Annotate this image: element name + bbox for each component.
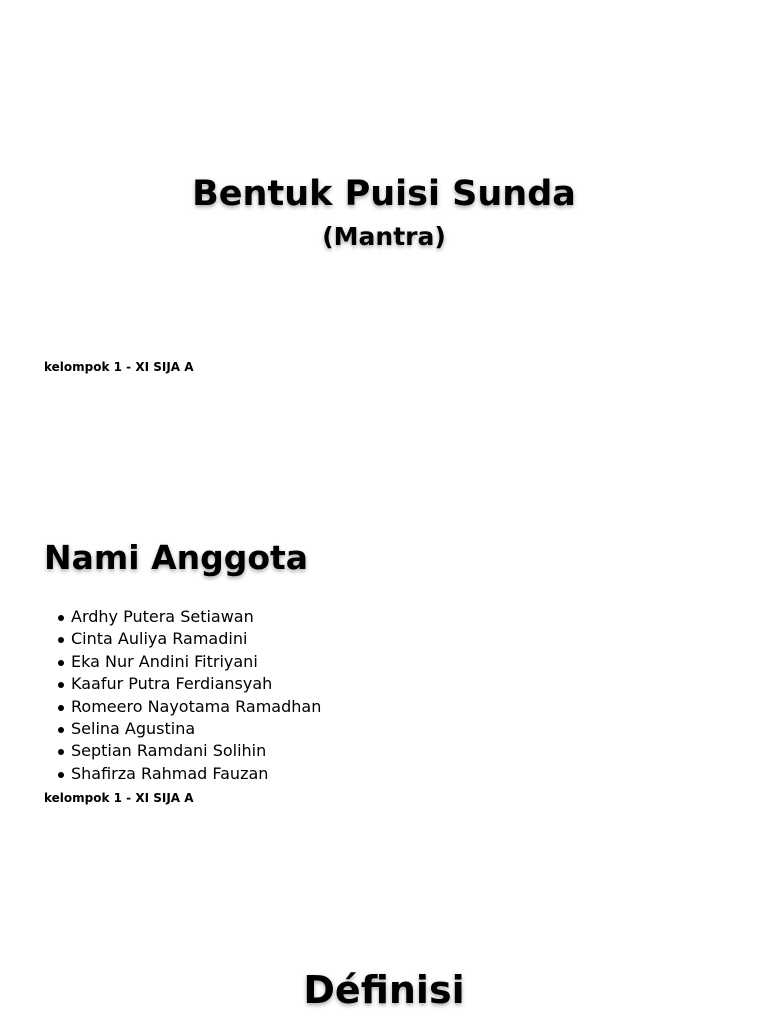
slide-title-subtitle: (Mantra)	[322, 222, 446, 251]
member-name: Septian Ramdani Solihin	[71, 741, 267, 761]
bullet-icon	[58, 682, 64, 688]
members-list	[44, 606, 321, 785]
list-item	[44, 673, 321, 695]
list-item	[44, 718, 321, 740]
member-name: Eka Nur Andini Fitriyani	[71, 651, 258, 671]
bullet-icon	[58, 615, 64, 621]
bullet-icon	[58, 749, 64, 755]
list-item	[44, 606, 321, 628]
list-item	[44, 763, 321, 785]
bullet-icon	[58, 727, 64, 733]
bullet-icon	[58, 637, 64, 643]
member-name: Shafirza Rahmad Fauzan	[71, 763, 269, 783]
slide-title	[0, 0, 768, 420]
members-heading: Nami Anggota	[44, 538, 309, 577]
definition-heading: Définisi	[303, 968, 465, 1012]
slide-members-footer: kelompok 1 - XI SIJA A	[44, 791, 194, 805]
slide-title-heading: Bentuk Puisi Sunda	[192, 174, 576, 214]
bullet-icon	[58, 660, 64, 666]
bullet-icon	[58, 772, 64, 778]
slide-title-footer: kelompok 1 - XI SIJA A	[44, 360, 194, 374]
list-item	[44, 696, 321, 718]
member-name: Kaafur Putra Ferdiansyah	[71, 674, 273, 694]
member-name: Selina Agustina	[71, 718, 196, 738]
bullet-icon	[58, 705, 64, 711]
list-item	[44, 628, 321, 650]
list-item	[44, 740, 321, 762]
list-item	[44, 651, 321, 673]
member-name: Cinta Auliya Ramadini	[71, 629, 248, 649]
member-name: Ardhy Putera Setiawan	[71, 607, 254, 626]
member-name: Romeero Nayotama Ramadhan	[71, 696, 322, 716]
